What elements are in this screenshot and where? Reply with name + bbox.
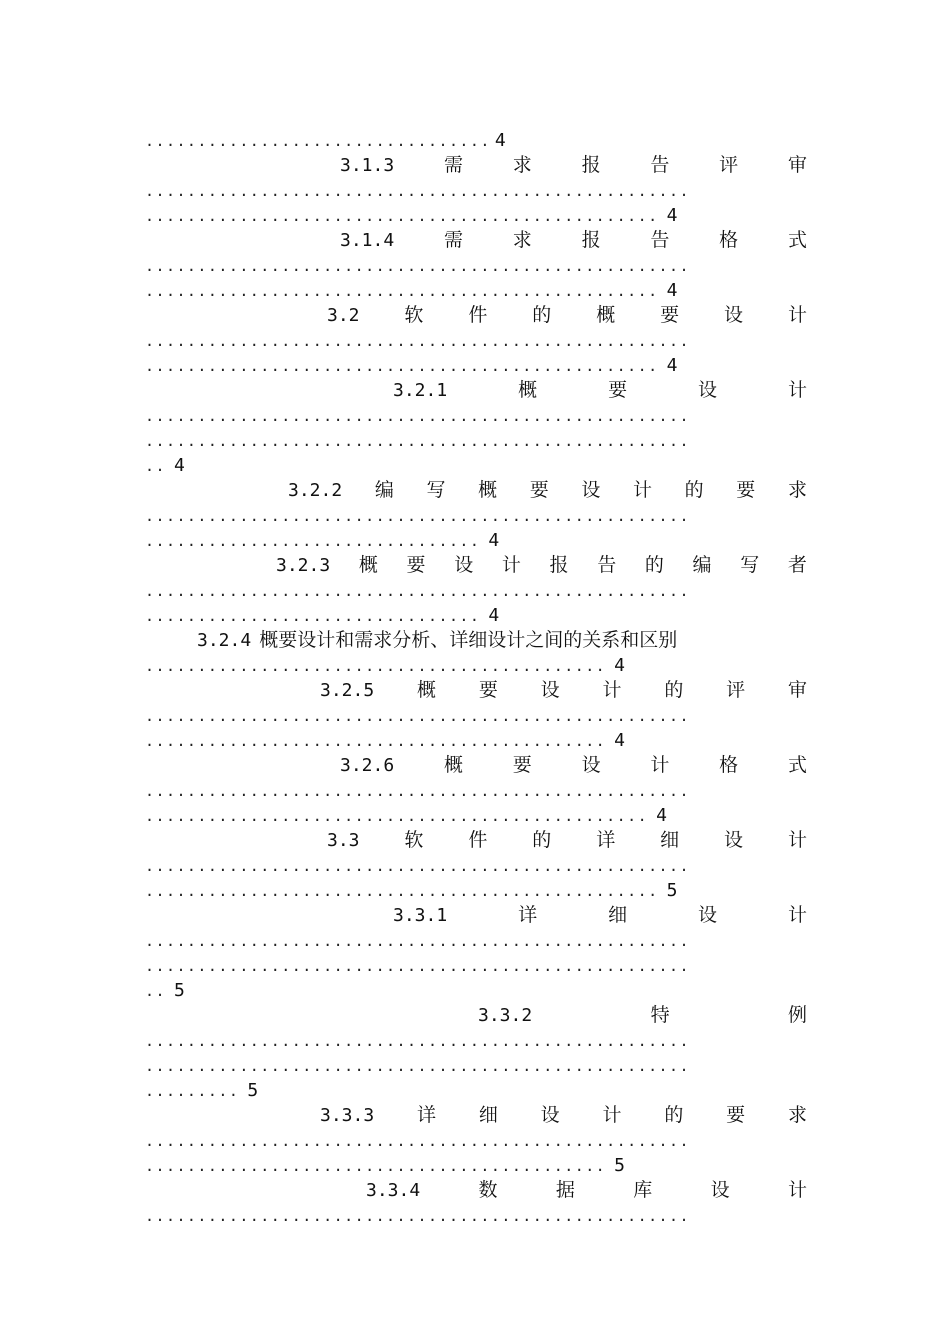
section-title-char: 概 <box>596 304 616 326</box>
dot-leader-line <box>145 1128 807 1153</box>
dot-leader: .. <box>145 982 166 1000</box>
section-number: 3.1.4 <box>340 230 395 251</box>
toc-entry-title <box>145 1103 807 1128</box>
dot-leader-line <box>145 778 807 803</box>
page-number: 4 <box>666 205 678 226</box>
section-title-char: 详 <box>518 904 538 926</box>
section-number: 3.2.6 <box>340 755 395 776</box>
section-title-char: 的 <box>532 829 552 851</box>
section-number: 3.1.3 <box>340 155 395 176</box>
section-number: 3.3.1 <box>393 905 448 926</box>
dot-leader: .................................................... <box>145 782 690 800</box>
section-title-char: 计 <box>602 1104 622 1126</box>
section-title-char: 求 <box>512 229 532 251</box>
section-title-char: 计 <box>787 1179 807 1201</box>
section-title-char: 格 <box>719 754 739 776</box>
dot-leader: .................................................... <box>145 332 690 350</box>
page-number: 5 <box>247 1080 259 1101</box>
toc-entry-title <box>145 1003 807 1028</box>
section-title-char: 细 <box>478 1104 498 1126</box>
section-number: 3.2.3 <box>276 555 331 576</box>
toc-tail-line <box>145 453 807 478</box>
section-title-char: 件 <box>468 829 488 851</box>
toc-entry-title <box>145 678 807 703</box>
section-title-char: 求 <box>787 1104 807 1126</box>
dot-leader-line <box>145 403 807 428</box>
toc-tail-line <box>145 728 807 753</box>
section-number: 3.2.2 <box>288 480 343 501</box>
section-title-char: 概 <box>417 679 437 701</box>
dot-leader-line <box>145 253 807 278</box>
dot-leader: ................................................. <box>145 282 659 300</box>
toc-tail-line <box>145 128 807 153</box>
page-number: 5 <box>666 880 678 901</box>
section-title-char: 的 <box>532 304 552 326</box>
section-title-char: 需 <box>443 229 463 251</box>
toc-tail-line <box>145 1078 807 1103</box>
page-number: 4 <box>488 605 500 626</box>
section-title-char: 设 <box>710 1179 730 1201</box>
section-title-char: 编 <box>692 554 712 576</box>
section-title-char: 设 <box>698 904 718 926</box>
toc-tail-line <box>145 803 807 828</box>
dot-leader: ................................................. <box>145 882 659 900</box>
dot-leader: .................................................... <box>145 1207 690 1225</box>
section-title-char: 详 <box>417 1104 437 1126</box>
dot-leader-line <box>145 853 807 878</box>
section-title-char: 要 <box>660 304 680 326</box>
dot-leader: ................................................. <box>145 357 659 375</box>
dot-leader: ................................ <box>145 607 481 625</box>
toc-entry-title <box>145 1178 807 1203</box>
dot-leader: ......... <box>145 1082 240 1100</box>
section-title-char: 评 <box>726 679 746 701</box>
dot-leader-line <box>145 178 807 203</box>
section-title-char: 要 <box>512 754 532 776</box>
toc-tail-line <box>145 278 807 303</box>
section-title-char: 计 <box>633 479 653 501</box>
section-title-char: 报 <box>549 554 569 576</box>
page-number: 4 <box>666 355 678 376</box>
dot-leader-line <box>145 928 807 953</box>
section-number: 3.2.4 <box>197 630 252 651</box>
toc-tail-line <box>145 1153 807 1178</box>
toc-tail-line <box>145 528 807 553</box>
section-title-char: 库 <box>633 1179 653 1201</box>
dot-leader: .................................................... <box>145 957 690 975</box>
toc-entry-title <box>145 303 807 328</box>
section-title-char: 件 <box>468 304 488 326</box>
section-title-char: 软 <box>404 304 424 326</box>
section-title-char: 细 <box>608 904 628 926</box>
toc-entry-title <box>145 903 807 928</box>
toc-entry-title <box>145 378 807 403</box>
section-title-char: 求 <box>787 479 807 501</box>
section-title-char: 求 <box>512 154 532 176</box>
dot-leader: ................................................. <box>145 207 659 225</box>
toc-tail-line <box>145 878 807 903</box>
section-title-char: 的 <box>664 679 684 701</box>
page-number: 4 <box>666 280 678 301</box>
dot-leader-line <box>145 1203 807 1228</box>
dot-leader: .................................................... <box>145 257 690 275</box>
section-title-char: 评 <box>719 154 739 176</box>
toc-entry-title <box>145 153 807 178</box>
dot-leader: .................................................... <box>145 507 690 525</box>
toc-entry-title <box>145 553 807 578</box>
section-title-char: 概 <box>518 379 538 401</box>
page-number: 4 <box>656 805 667 826</box>
section-title-char: 设 <box>698 379 718 401</box>
dot-leader-line <box>145 953 807 978</box>
dot-leader-line <box>145 328 807 353</box>
section-title-char: 设 <box>454 554 474 576</box>
toc-tail-line <box>145 203 807 228</box>
section-number: 3.3.4 <box>366 1180 421 1201</box>
section-title-char: 式 <box>787 229 807 251</box>
section-title-char: 详 <box>596 829 616 851</box>
section-title-char: 设 <box>724 304 744 326</box>
section-title-char: 要 <box>478 679 498 701</box>
table-of-contents <box>145 128 807 1228</box>
dot-leader-line <box>145 703 807 728</box>
section-title-char: 设 <box>581 754 601 776</box>
section-title: 概要设计和需求分析、详细设计之间的关系和区别 <box>259 629 678 651</box>
section-title-char: 计 <box>787 904 807 926</box>
page-number: 4 <box>488 530 500 551</box>
dot-leader: .................................................... <box>145 432 690 450</box>
dot-leader: .. <box>145 457 166 475</box>
toc-tail-line <box>145 978 807 1003</box>
section-title-char: 设 <box>540 1104 560 1126</box>
section-number: 3.3.2 <box>478 1005 533 1026</box>
section-number: 3.2.5 <box>320 680 375 701</box>
dot-leader: .................................................... <box>145 582 690 600</box>
section-title-char: 审 <box>787 679 807 701</box>
section-title-char: 设 <box>724 829 744 851</box>
dot-leader: .................................................... <box>145 1032 690 1050</box>
dot-leader-line <box>145 428 807 453</box>
dot-leader-line <box>145 1028 807 1053</box>
section-title-char: 告 <box>650 154 670 176</box>
section-title-char: 计 <box>787 304 807 326</box>
section-title-char: 的 <box>664 1104 684 1126</box>
section-title-char: 计 <box>787 379 807 401</box>
section-title-char: 要 <box>406 554 426 576</box>
section-title-char: 细 <box>660 829 680 851</box>
section-number: 3.2.1 <box>393 380 448 401</box>
section-title-char: 审 <box>787 154 807 176</box>
dot-leader: ............................................ <box>145 1157 607 1175</box>
section-title-char: 要 <box>736 479 756 501</box>
toc-tail-line <box>145 653 807 678</box>
toc-tail-line <box>145 353 807 378</box>
dot-leader: ................................................ <box>145 807 649 825</box>
section-title-char: 式 <box>787 754 807 776</box>
page-number: 5 <box>614 1155 625 1176</box>
page-number: 5 <box>173 980 185 1001</box>
section-title-char: 计 <box>787 829 807 851</box>
toc-tail-line <box>145 603 807 628</box>
section-title-char: 计 <box>650 754 670 776</box>
section-title-char: 的 <box>684 479 704 501</box>
section-title-char: 的 <box>644 554 664 576</box>
section-title-char: 写 <box>740 554 760 576</box>
toc-entry-title <box>145 478 807 503</box>
dot-leader: ............................................ <box>145 732 607 750</box>
section-title-char: 数 <box>478 1179 498 1201</box>
toc-entry-title <box>145 753 807 778</box>
section-title-char: 特 <box>650 1004 670 1026</box>
dot-leader: .................................................... <box>145 707 690 725</box>
toc-entry-title <box>145 828 807 853</box>
section-title-char: 者 <box>787 554 807 576</box>
section-title-char: 写 <box>426 479 446 501</box>
dot-leader: ............................................ <box>145 657 607 675</box>
dot-leader-line <box>145 1053 807 1078</box>
dot-leader: .................................................... <box>145 1057 690 1075</box>
section-title-char: 计 <box>501 554 521 576</box>
section-title-char: 例 <box>787 1004 807 1026</box>
dot-leader-line <box>145 503 807 528</box>
section-title-char: 计 <box>602 679 622 701</box>
section-number: 3.3.3 <box>320 1105 375 1126</box>
page-number: 4 <box>614 655 625 676</box>
section-title-char: 编 <box>374 479 394 501</box>
section-title-char: 概 <box>478 479 498 501</box>
section-title-char: 要 <box>608 379 628 401</box>
section-title-char: 要 <box>529 479 549 501</box>
dot-leader: .................................................... <box>145 857 690 875</box>
dot-leader: .................................................... <box>145 182 690 200</box>
toc-entry-title <box>145 628 807 653</box>
toc-entry-title <box>145 228 807 253</box>
section-number: 3.2 <box>327 305 360 326</box>
page-number: 4 <box>614 730 625 751</box>
dot-leader: ................................ <box>145 532 481 550</box>
section-title-char: 设 <box>581 479 601 501</box>
page-number: 4 <box>173 455 185 476</box>
dot-leader: .................................................... <box>145 1132 690 1150</box>
dot-leader-line <box>145 578 807 603</box>
section-title-char: 需 <box>443 154 463 176</box>
dot-leader: .................................................... <box>145 932 690 950</box>
page-number: 4 <box>494 130 506 151</box>
section-title-char: 报 <box>581 229 601 251</box>
section-title-char: 格 <box>719 229 739 251</box>
section-title-char: 软 <box>404 829 424 851</box>
section-title-char: 告 <box>597 554 617 576</box>
dot-leader: ................................. <box>145 132 491 150</box>
section-title-char: 设 <box>540 679 560 701</box>
section-number: 3.3 <box>327 830 360 851</box>
section-title-char: 报 <box>581 154 601 176</box>
section-title-char: 据 <box>555 1179 575 1201</box>
section-title-char: 概 <box>358 554 378 576</box>
section-title-char: 要 <box>726 1104 746 1126</box>
dot-leader: .................................................... <box>145 407 690 425</box>
section-title-char: 概 <box>443 754 463 776</box>
section-title-char: 告 <box>650 229 670 251</box>
